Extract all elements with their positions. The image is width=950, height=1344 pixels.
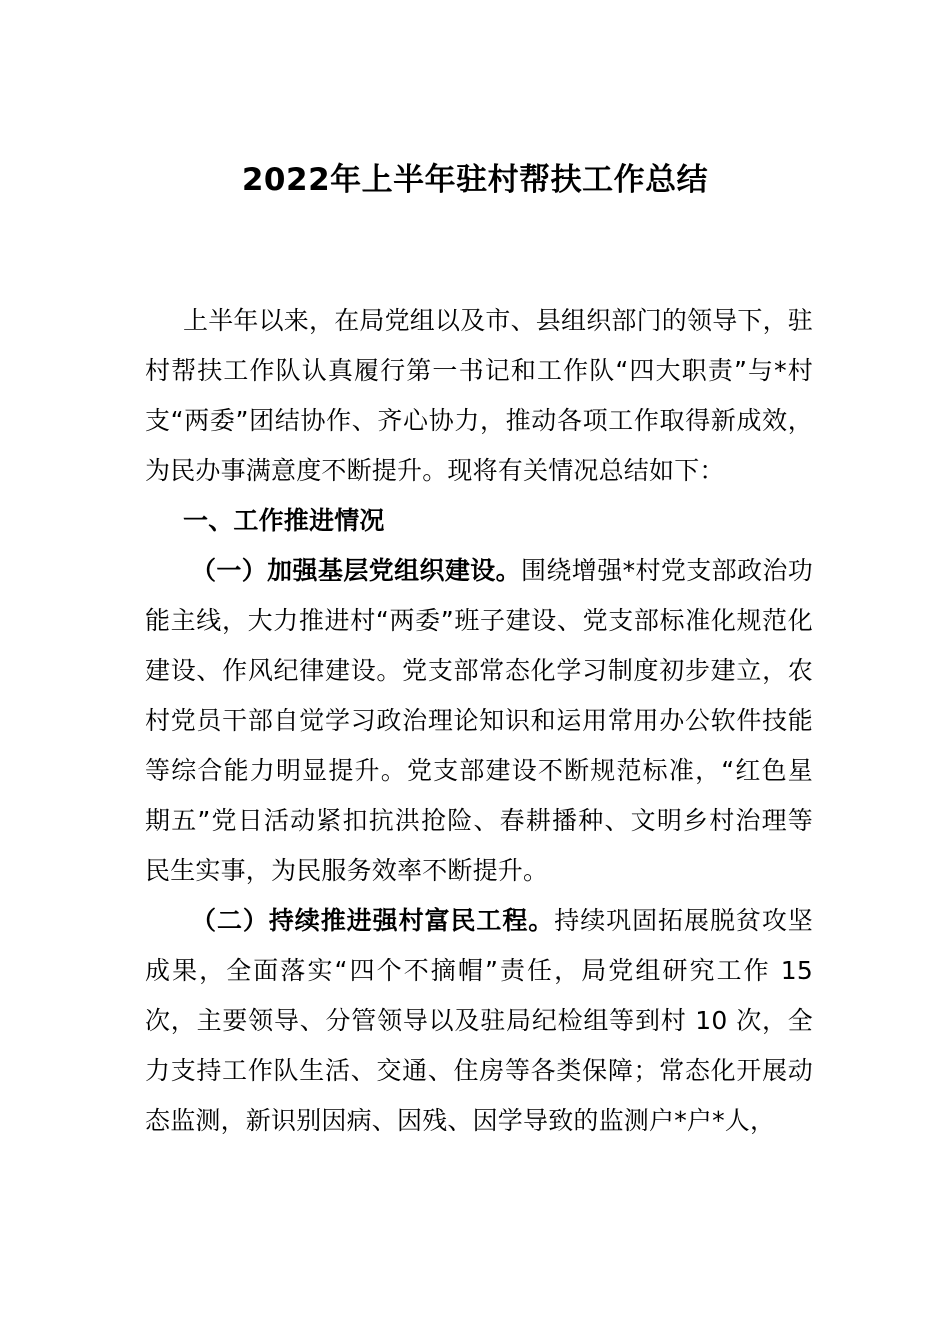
subsection-paragraph	[145, 546, 813, 896]
subsection-heading: （一）加强基层党组织建设。	[191, 556, 522, 585]
subsection-heading: （二）持续推进强村富民工程。	[191, 906, 555, 935]
document-body	[145, 296, 813, 1146]
section-heading: 一、工作推进情况	[183, 506, 385, 535]
document-title: 2022年上半年驻村帮扶工作总结	[241, 162, 709, 198]
subsection-text: 持续巩固拓展脱贫攻坚成果，全面落实“四个不摘帽”责任，局党组研究工作 15次，主要领导、分管领导以及驻局纪检组等到村 10 次，全力支持工作队生活、交通、住房等各类保障；常态化开展动态监测，新识别因病、因残、因学导致的监测户*户*人，	[145, 906, 813, 1135]
subsection-text: 围绕增强*村党支部政治功能主线，大力推进村“两委”班子建设、党支部标准化规范化建设、作风纪律建设。党支部常态化学习制度初步建立，农村党员干部自觉学习政治理论知识和运用常用办公软件技能等综合能力明显提升。党支部建设不断规范标准，“红色星期五”党日活动紧扣抗洪抢险、春耕播种、文明乡村治理等民生实事，为民服务效率不断提升。	[145, 556, 813, 885]
subsection-paragraph	[145, 896, 813, 1146]
intro-paragraph: 上半年以来，在局党组以及市、县组织部门的领导下，驻村帮扶工作队认真履行第一书记和工作队“四大职责”与*村支“两委”团结协作、齐心协力，推动各项工作取得新成效，为民办事满意度不断提升。现将有关情况总结如下：	[145, 306, 814, 485]
